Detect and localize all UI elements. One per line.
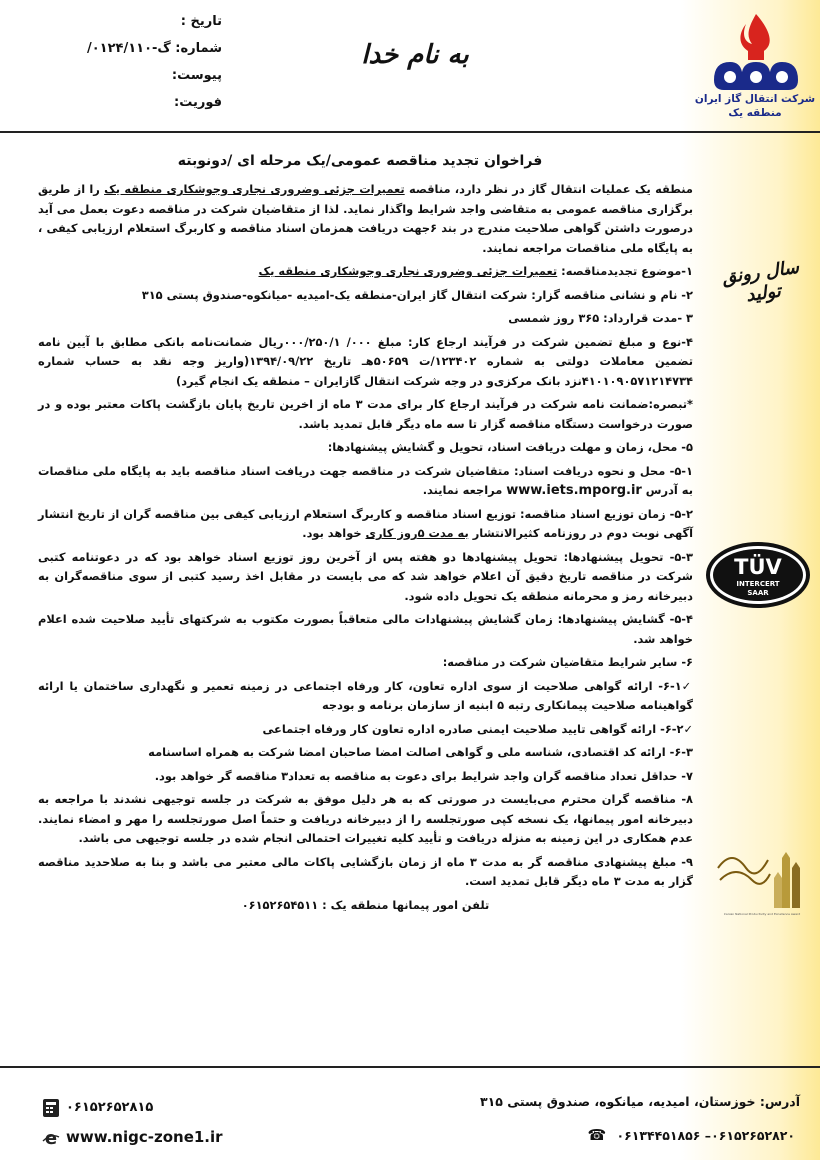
item-5-2-tail: خواهد بود.	[302, 526, 366, 540]
item-5-1-tail: مراجعه نمایند.	[422, 483, 507, 497]
tuv-certificate-icon	[704, 540, 812, 610]
urgent-label: فوریت:	[174, 95, 222, 110]
footer-fax: ۰۶۱۵۲۶۵۲۸۱۵	[66, 1100, 154, 1115]
item-7: ۷- حداقل تعداد مناقصه گران واجد شرایط برای دعوت به مناقصه به تعداد۳ مناقصه گر خواهد بود.	[154, 768, 693, 783]
item-5-2	[38, 505, 693, 544]
item-5-1	[38, 462, 693, 501]
item-5-2-duration: به مدت ۵روز کاری	[365, 526, 469, 540]
excellence-award-icon	[712, 838, 812, 918]
item-6-3: ۶-۳- ارائه کد اقتصادی، شناسه ملی و گواهی اصالت امضا صاحبان امضا شرکت به همراه اساسنامه	[148, 745, 693, 759]
item-5-2-text: ۵-۲- زمان توزیع اسناد مناقصه: توزیع اسناد مناقصه و کاربرگ استعلام ارزیابی کیفی بین مناقصه گران از تاریخ انتشار آگهی نوبت دوم در روزنامه کثیرالانتشار	[38, 506, 693, 540]
tuv-main-text: TÜV	[734, 555, 782, 579]
fax-icon	[42, 1098, 60, 1118]
item-8: ۸- مناقصه گران محترم می‌بایست در صورتی که به هر دلیل موفق به شرکت در جلسه توجیهی نشدند با مراجعه به دبیرخانه امور پیمانها، یک نسخه کپی صورتجلسه را از دبیرخانه دریافت و حتماً اصل صورتجلسه را مهر و امضاء نمایند. عدم همکاری در این زمینه به منزله دریافت و تأیید کلیه تغییرات احتمالی انجام شده در جلسه توجیهی می باشد.	[38, 792, 693, 845]
item-1	[38, 262, 693, 282]
logo-caption-region: منطقه یک	[728, 107, 782, 119]
contracts-phone: تلفن امور پیمانها منطقه یک : ۰۶۱۵۲۶۵۴۵۱۱	[241, 897, 490, 912]
tender-portal-link[interactable]: www.iets.mporg.ir	[506, 483, 642, 498]
tuv-sub1-text: INTERCERT	[736, 580, 780, 588]
item-9: ۹- مبلغ پیشنهادی مناقصه گر به مدت ۳ ماه از زمان بازگشایی پاکات مالی معتبر می باشد و بنا به صلاحدید مناقصه گزار به مدت ۳ ماه دیگر قابل تمدید است.	[38, 854, 693, 888]
footer-website-link[interactable]: www.nigc-zone1.ir	[66, 1128, 223, 1146]
item-1-label: ۱-موضوع تجدیدمناقصه:	[557, 264, 693, 278]
bismillah-heading: به نام خدا	[361, 40, 469, 70]
header-divider	[0, 131, 820, 133]
item-6-2: ✓۶-۲- ارائه گواهی تایید صلاحیت ایمنی صادره اداره تعاون کار ورفاه اجتماعی	[262, 721, 693, 736]
item-2: ۲- نام و نشانی مناقصه گزار: شرکت انتقال گاز ایران-منطقه یک-امیدیه -میانکوه-صندوق پستی ۳۱۵	[141, 287, 693, 302]
number-label: شماره: گ-۰۱۲۴/۱۱۰/	[86, 41, 222, 56]
letter-meta	[86, 8, 222, 116]
date-label: تاریخ :	[180, 14, 222, 29]
item-5-4: ۵-۴- گشایش پیشنهادها: زمان گشایش پیشنهادات مالی متعاقباً بصورت مکتوب به شرکتهای تأیید صلاحیت شده اعلام خواهد شد.	[38, 612, 693, 646]
intro-paragraph	[38, 180, 693, 258]
document-title: فراخوان تجدید مناقصه عمومی/یک مرحله ای /دونوبته	[177, 153, 543, 169]
production-year-slogan: سال رونق تولید	[720, 256, 801, 307]
item-6: ۶- سایر شرایط متقاضیان شرکت در مناقصه:	[442, 655, 693, 669]
intro-subject: تعمیرات جزئی وضروری نجاری وجوشکاری منطقه یک	[104, 182, 405, 196]
logo-caption	[690, 92, 820, 120]
tuv-sub2-text: SAAR	[747, 589, 769, 597]
footer-address: آدرس: خوزستان، امیدیه، میانکوه، صندوق پستی ۳۱۵	[479, 1094, 800, 1109]
award-caption: Iranian National Productivity and Excellence Award	[723, 912, 801, 916]
note: *تبصره:ضمانت نامه شرکت در فرآیند ارجاع کار برای مدت ۳ ماه از اخرین تاریخ پایان بازگشت پاکات معتبر بوده و در صورت درخواست دستگاه مناقصه گزار تا سه ماه دیگر قابل تمدید باشد.	[38, 397, 693, 431]
item-5: ۵- محل، زمان و مهلت دریافت اسناد، تحویل و گشایش پیشنهادها:	[327, 440, 693, 454]
item-3: ۳ -مدت قرارداد: ۳۶۵ روز شمسی	[508, 311, 693, 325]
web-e-icon	[42, 1128, 60, 1148]
attachment-label: پیوست:	[171, 68, 222, 83]
logo-caption-company: شرکت انتقال گاز ایران	[694, 93, 816, 105]
footer-divider	[0, 1066, 820, 1068]
item-5-3: ۵-۳- تحویل پیشنهادها: تحویل پیشنهادها دو هفته پس از آخرین روز توزیع اسناد خواهد بود که در دعوتنامه کتبی شرکت در مناقصه تاریخ دقیق آن اعلام خواهد شد که می بایست در مقابل اخذ رسید کتبی از سوی مناقصه‌گران به دبیرخانه رمز و محرمانه منطقه یک تحویل داده شود.	[38, 549, 693, 603]
svg-text:e: e	[44, 1128, 58, 1148]
intro-text-a: منطقه یک عملیات انتقال گاز در نظر دارد، مناقصه	[404, 182, 693, 196]
document-body	[38, 180, 693, 919]
intro-text-b: را از طریق برگزاری مناقصه عمومی به متقاضی واجد شرایط واگذار نماید. لذا از متقاضیان شرکت در مناقصه دعوت بعمل می آید درصورت داشتن گواهی صلاحیت مندرج در بند ۶جهت دریافت همزمان اسناد مناقصه و کاربرگ استعلام ارزیابی کیفی ، به پایگاه ملی مناقصات مراجعه نمایند.	[38, 182, 693, 255]
phone-number: ۰۶۱۵۲۶۵۲۸۲۰– ۰۶۱۳۴۴۵۱۸۵۶	[616, 1128, 795, 1143]
item-1-subject: تعمیرات جزئی وضروری نجاری وجوشکاری منطقه یک	[258, 264, 558, 278]
phone-icon: ☎	[587, 1126, 607, 1144]
footer-phone	[580, 1126, 795, 1144]
item-5-1-text: ۵-۱- محل و نحوه دریافت اسناد: متقاضیان شرکت در مناقصه جهت دریافت اسناد مناقصه باید به پایگاه ملی مناقصات به آدرس	[38, 463, 693, 497]
item-4: ۴-نوع و مبلغ تضمین شرکت در فرآیند ارجاع کار: مبلغ ۰۰۰/ ۰۰۰/۲۵۰/۱ریال ضمانت‌نامه بانکی مطابق با آیین نامه تضمین معاملات دولتی به شماره ۱۲۳۴۰۲/ت ۵۰۶۵۹هـ تاریخ ۱۳۹۴/۰۹/۲۲(واریز وجه نقد به حساب شماره ۴۱۰۱۰۹۰۵۷۱۲۱۴۷۳۴نزد بانک مرکزی‌و در وجه شرکت انتقال گازایران – منطقه یک انجام گیرد)	[38, 334, 694, 388]
item-6-1: ✓۶-۱- ارائه گواهی صلاحیت از سوی اداره تعاون، کار ورفاه اجتماعی در زمینه تعمیر و نگهداری ساختمان یا ارائه گواهینامه صلاحیت پیمانکاری رتبه ۵ ابنیه از سازمان برنامه و بودجه	[38, 678, 694, 712]
